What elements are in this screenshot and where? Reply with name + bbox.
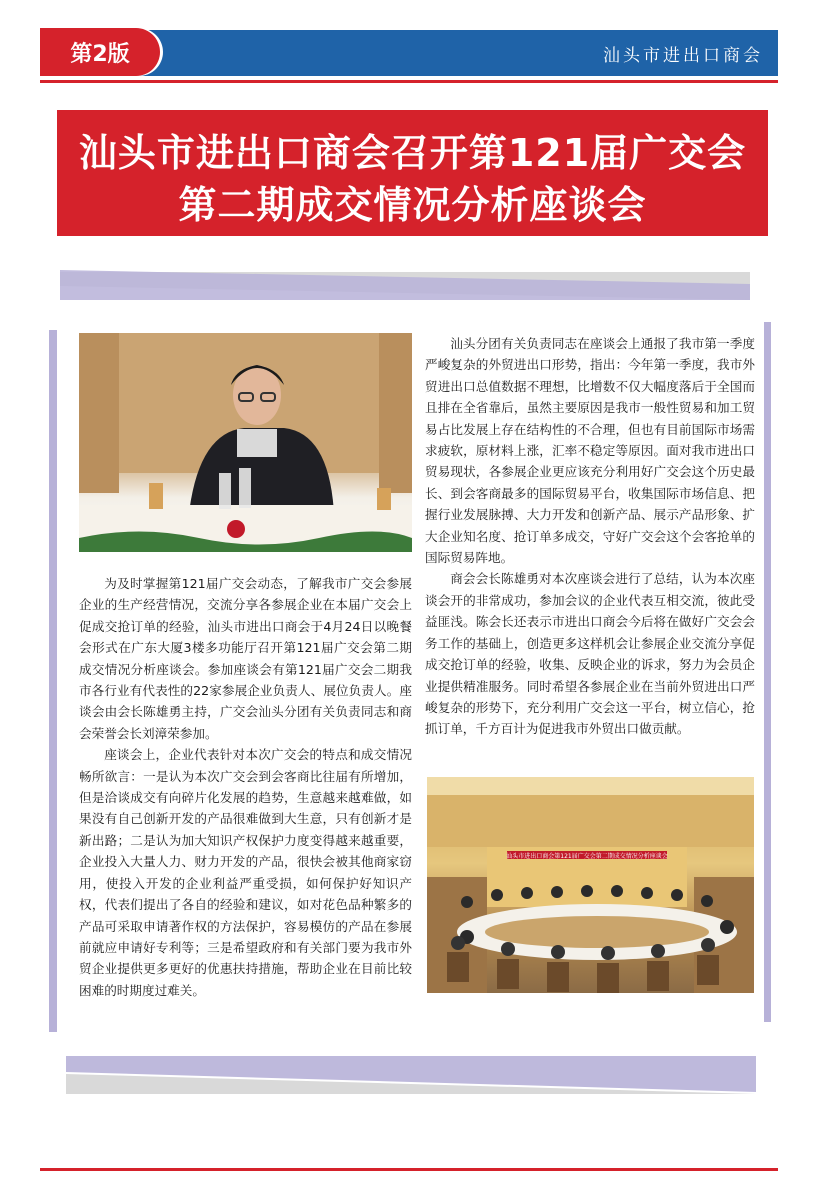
meeting-room-icon bbox=[427, 777, 754, 993]
article-column-right bbox=[425, 333, 755, 740]
speaker-at-table-icon bbox=[79, 333, 412, 552]
meeting-room-photo bbox=[427, 777, 754, 993]
edition-label: 第2版 bbox=[40, 28, 160, 76]
banner-text: 汕头市进出口商会第121届广交会第二期成交情况分析座谈会 bbox=[506, 853, 668, 860]
article-paragraph-1: 为及时掌握第121届广交会动态，了解我市广交会参展企业的生产经营情况，交流分享各参展企业在本届广交会上促成交抢订单的经验，汕头市进出口商会于4月24日以晚餐会形式在广东大厦3楼多功能厅召开第121届广交会第二期成交情况分析座谈会。参加座谈会有第121届广交会二期我市各行业有代表性的22家参展企业负责人、展位负责人。座谈会由会长陈雄勇主持，广交会汕头分团有关负责同志和商会荣誉会长刘漳荣参加。 bbox=[79, 576, 412, 741]
publisher-name: 汕头市进出口商会 bbox=[603, 45, 763, 66]
article-paragraph-2: 座谈会上，企业代表针对本次广交会的特点和成交情况畅所欲言：一是认为本次广交会到会客商比往届有所增加，但是洽谈成交有向碎片化发展的趋势，生意越来越难做，如果没有自己创新开发的产品很难做到大生意，只有创新才是新出路；二是认为加大知识产权保护力度变得越来越重要，企业投入大量人力、财力开发的产品，很快会被其他商家窃用，使投入开发的企业利益严重受损，如何保护好知识产权，代表们提出了各自的经验和建议，如对花色品种繁多的产品可采取申请著作权的方法保护，容易模仿的产品在参展前就应申请好专利等；三是希望政府和有关部门要为我市外贸企业提供更多更好的优惠扶持措施，帮助企业在目前比较困难的时期度过难关。 bbox=[79, 747, 412, 998]
article-column-left bbox=[79, 573, 412, 1001]
footer-rule bbox=[40, 1168, 778, 1171]
speaker-photo bbox=[79, 333, 412, 552]
left-lavender-bar bbox=[49, 330, 57, 1032]
article-paragraph-3: 汕头分团有关负责同志在座谈会上通报了我市第一季度严峻复杂的外贸进出口形势，指出：今年第一季度，我市外贸进出口总值数据不理想，比增数不仅大幅度落后于全国而且排在全省靠后，虽然主要原因是我市一般性贸易和加工贸易占比发展上存在结构性的不合理，但也有目前国际市场需求疲软，原材料上涨，汇率不稳定等原因。面对我市进出口贸易现状，各参展企业更应该充分利用好广交会这个历史最长、到会客商最多的国际贸易平台，收集国际市场信息、把握行业发展脉搏、大力开发和创新产品、展示产品形象、扩大企业知名度、抢订单多成交，守好广交会这个会客抢单的国际贸易阵地。 bbox=[425, 336, 755, 566]
article-paragraph-4: 商会会长陈雄勇对本次座谈会进行了总结，认为本次座谈会开的非常成功，参加会议的企业代表互相交流，彼此受益匪浅。陈会长还表示市进出口商会今后将在做好广交会会务工作的基础上，创造更多这样机会让参展企业交流分享促成交抢订单的经验，收集、反映企业的诉求，努力为会员企业提供精准服务。同时希望各参展企业在当前外贸进出口严峻复杂的形势下，充分利用广交会这一平台，树立信心，抢抓订单，千方百计为促进我市外贸出口做贡献。 bbox=[425, 571, 755, 737]
right-lavender-bar bbox=[764, 322, 771, 1022]
headline-line-2: 第二期成交情况分析座谈会 bbox=[178, 183, 647, 227]
headline-line-1: 汕头市进出口商会召开第121届广交会 bbox=[78, 131, 747, 175]
